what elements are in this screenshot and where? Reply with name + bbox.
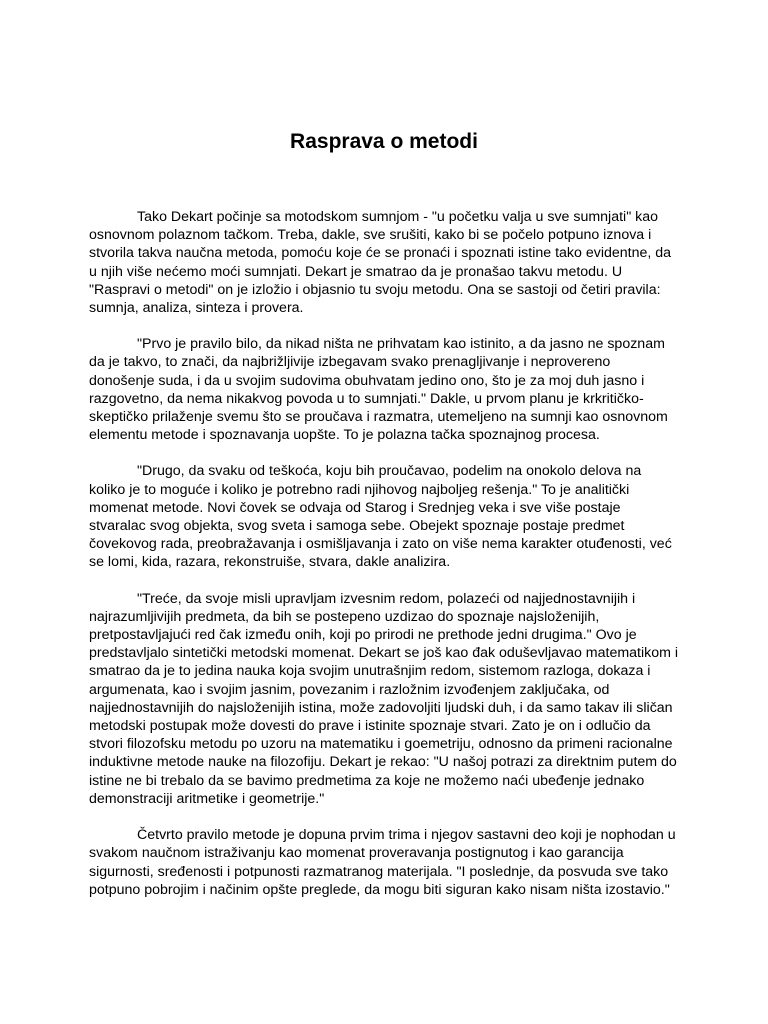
paragraph-5: Četvrto pravilo metode je dopuna prvim trima i njegov sastavni deo koji je nophodan u svakom naučnom istraživanju kao momenat proveravanja postignutog i kao garancija sigurnosti, sređenosti i potpunosti razmatranog materijala. "I poslednje, da posvuda sve tako potpuno pobrojim i načinim opšte preglede, da mogu biti siguran kako nisam ništa izostavio." bbox=[89, 827, 676, 898]
document-body bbox=[89, 208, 679, 917]
paragraph-3: "Drugo, da svaku od teškoća, koju bih proučavao, podelim na onokolo delova na koliko je to moguće i koliko je potrebno radi njihovog najboljeg rešenja." To je analitički momenat metode. Novi čovek se odvaja od Starog i Srednjeg veka i sve više postaje stvaralac svog objekta, svog sveta i samoga sebe. Obejekt spoznaje postaje predmet čovekovog rada, preobražavanja i osmišljavanja i zato on više nema karakter otuđenosti, već se lomi, kida, razara, rekonstruiše, stvara, dakle analizira. bbox=[89, 463, 672, 571]
paragraph-2: "Prvo je pravilo bilo, da nikad ništa ne prihvatam kao istinito, a da jasno ne spoznam da je takvo, to znači, da najbrižljivije izbegavam svako prenagljivanje i neprovereno donošenje suda, i da u svojim sudovima obuhvatam jedino ono, što je za moj duh jasno i razgovetno, da nema nikakvog povoda u to sumnjati." Dakle, u prvom planu je krkritičko-skeptičko prilaženje svemu što se proučava i razmatra, utemeljeno na sumnji kao osnovnom elementu metode i spoznavanja uopšte. To je polazna tačka spoznajnog procesa. bbox=[89, 336, 668, 444]
page-title: Rasprava o metodi bbox=[290, 130, 478, 153]
paragraph-1: Tako Dekart počinje sa motodskom sumnjom - "u početku valja u sve sumnjati" kao osnovnom polaznom tačkom. Treba, dakle, sve srušiti, kako bi se počelo potpuno iznova i stvorila takva naučna metoda, pomoću koje će se pronaći i spoznati istine tako evidentne, da u njih više nećemo moći sumnjati. Dekart je smatrao da je pronašao takvu metodu. U "Raspravi o metodi" on je izložio i objasnio tu svoju metodu. Ona se sastoji od četiri pravila: sumnja, analiza, sinteza i provera. bbox=[89, 209, 672, 317]
paragraph-4: "Treće, da svoje misli upravljam izvesnim redom, polazeći od najjednostavnijih i najrazumljivijih predmeta, da bih se postepeno uzdizao do spoznaje najsloženijih, pretpostavljajući red čak između onih, koji po prirodi ne prethode jedni drugima." Ovo je predstavljalo sintetički metodski momenat. Dekart se još kao đak oduševljavao matematikom i smatrao da je to jedina nauka koja svojim unutrašnjim redom, sistemom razloga, dokaza i argumenata, kao i svojim jasnim, povezanim i razložnim izvođenjem zaključaka, od najjednostavnijih do najsloženijih istina, može zadovoljiti ljudski duh, i da samo takav ili sličan metodski postupak može dovesti do prave i istinite spoznaje stvari. Zato je on i odlučio da stvori filozofsku metodu po uzoru na matematiku i goemetriju, odnosno da primeni racionalne induktivne metode nauke na filozofiju. Dekart je rekao: "U našoj potrazi za direktnim putem do istine ne bi trebalo da se bavimo predmetima za koje ne možemo naći ubeđenje jednako demonstraciji aritmetike i geometrije." bbox=[89, 590, 679, 807]
